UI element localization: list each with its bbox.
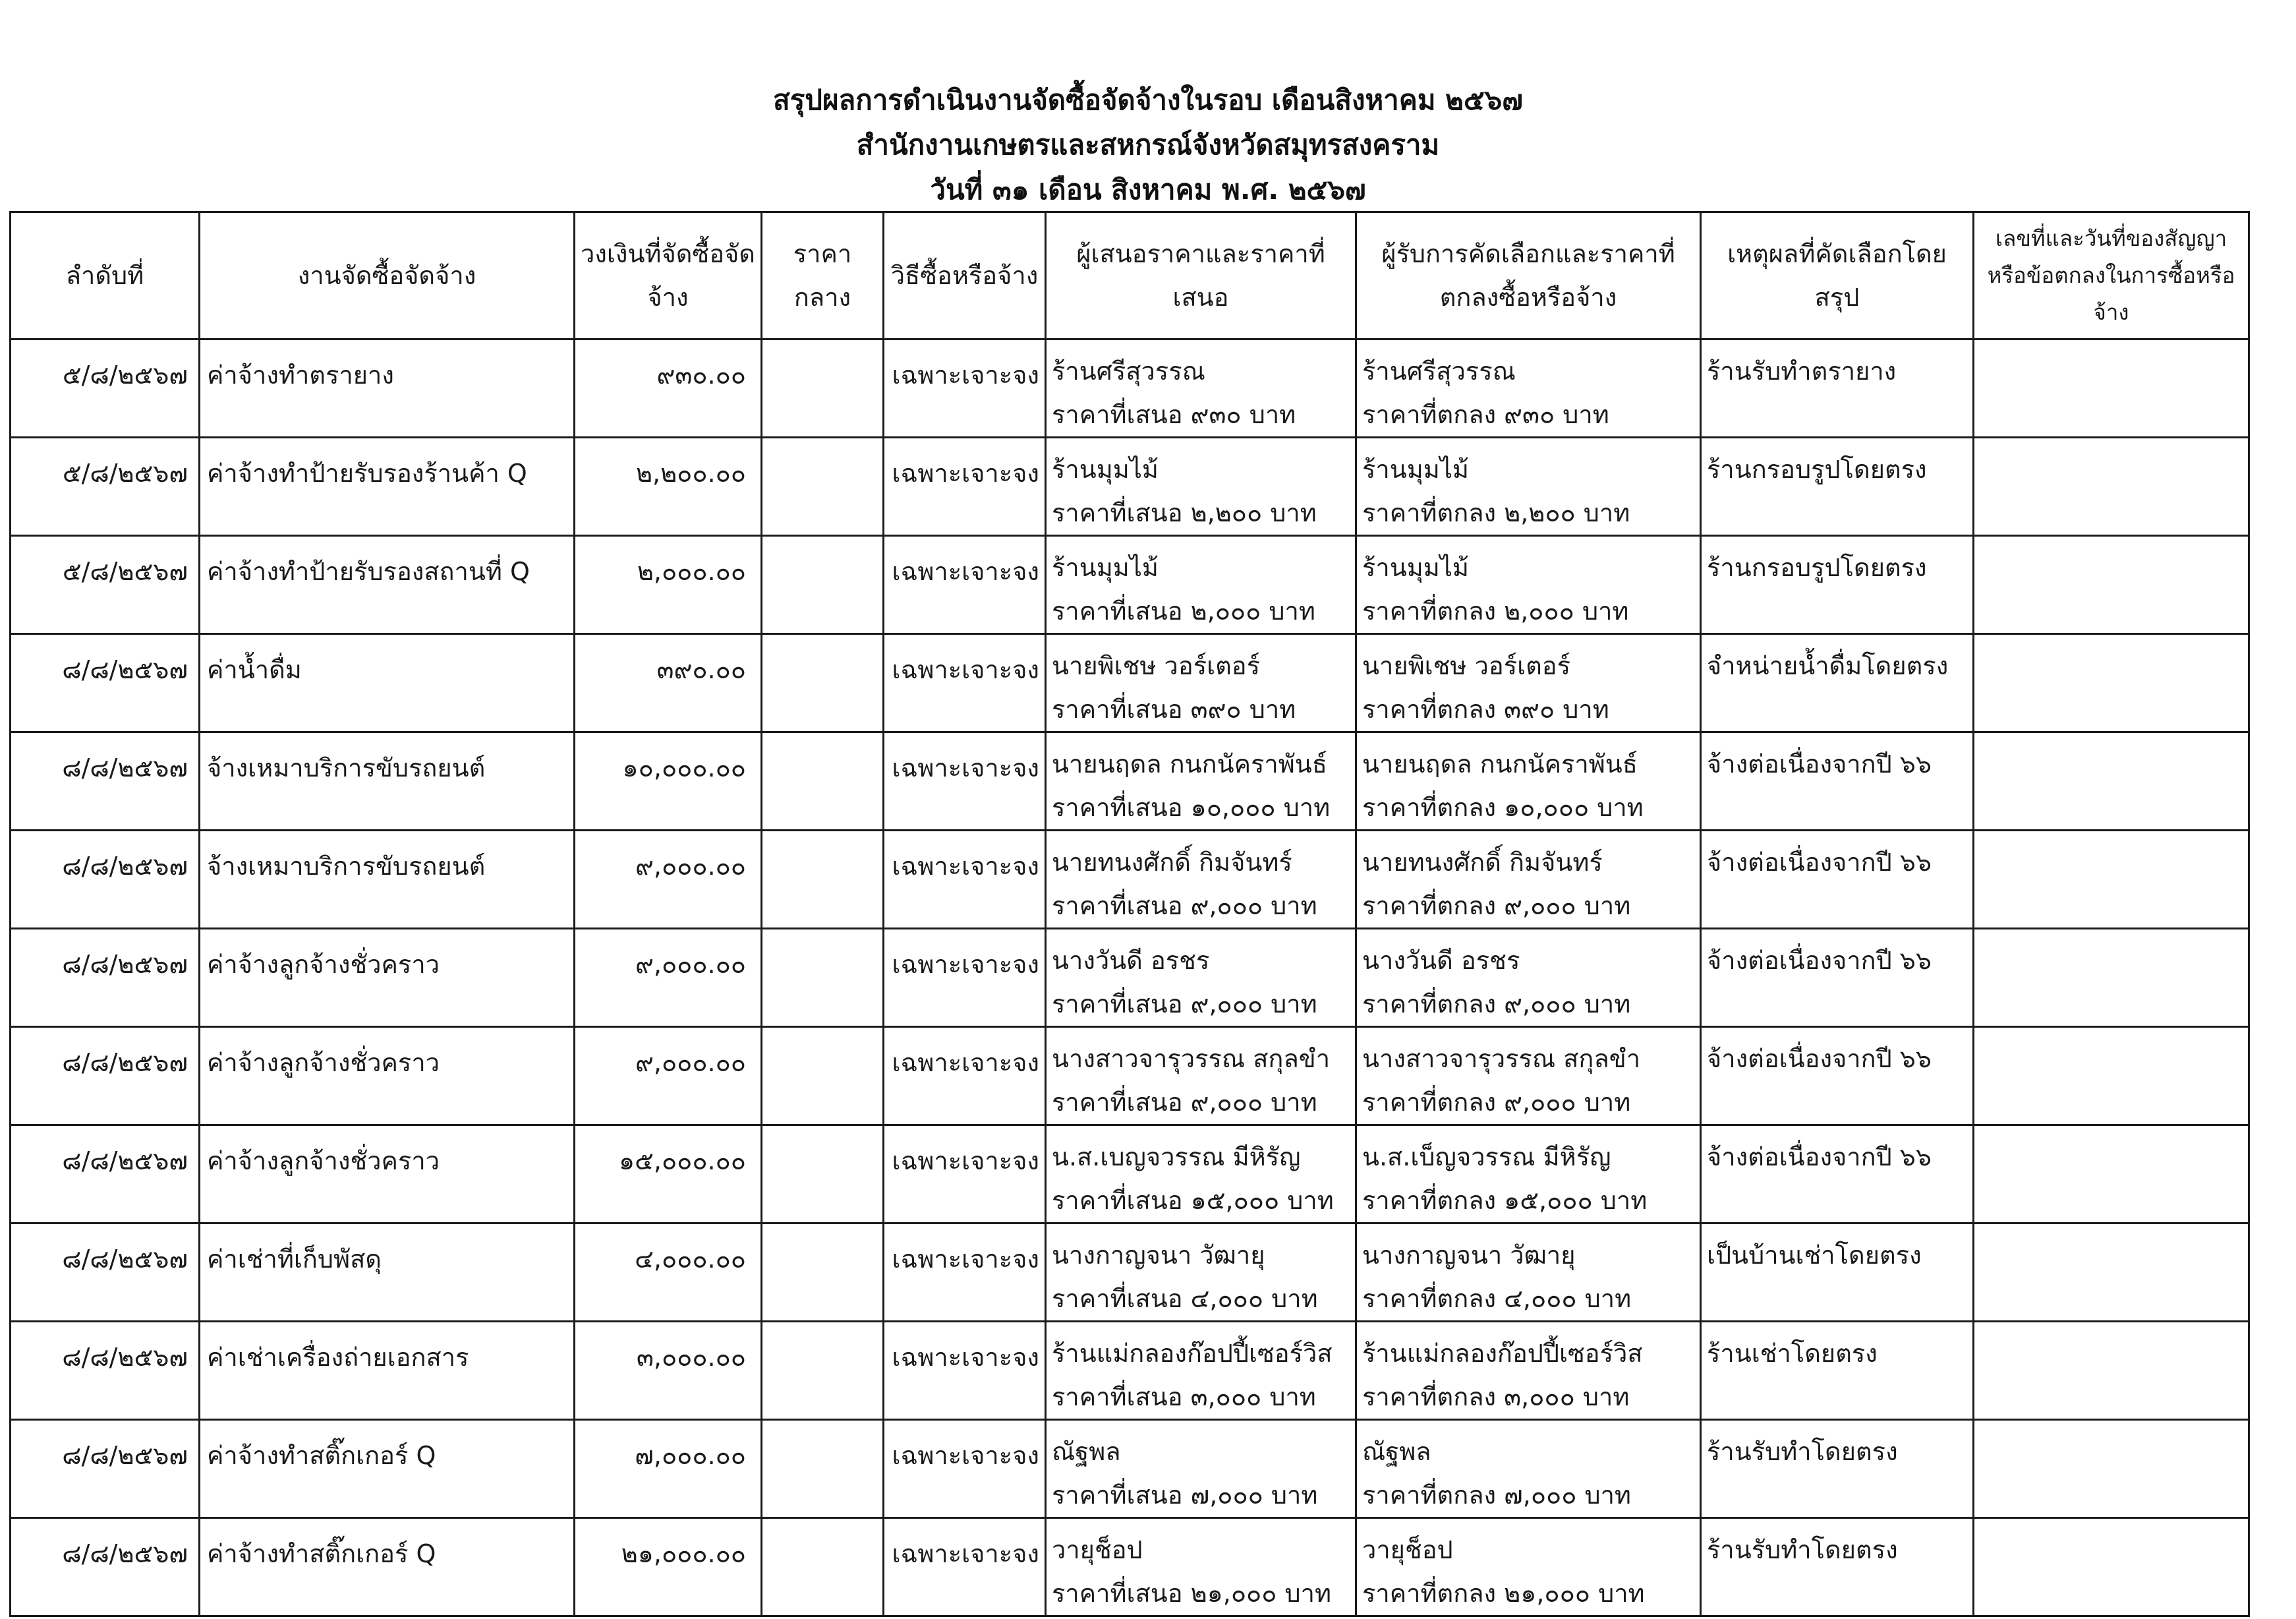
row-item: ค่าจ้างลูกจ้างชั่วคราว [200, 1125, 575, 1223]
row-reason: ร้านเช่าโดยตรง [1701, 1322, 1974, 1420]
row-budget: ๒๑,๐๐๐.๐๐ [575, 1518, 762, 1616]
row-item: ค่าน้ำดื่ม [200, 634, 575, 732]
offer-price: ราคาที่เสนอ ๔,๐๐๐ บาท [1052, 1284, 1318, 1313]
row-offer [1046, 1322, 1356, 1420]
row-date: ๘/๘/๒๕๖๗ [11, 634, 200, 732]
row-winner [1356, 634, 1701, 732]
row-contract [1974, 929, 2249, 1027]
table-row [11, 1322, 2249, 1420]
offer-name: นางวันดี อรชร [1052, 946, 1210, 975]
row-date: ๘/๘/๒๕๖๗ [11, 1420, 200, 1518]
table-header-row [11, 212, 2249, 339]
offer-name: วายุช็อป [1052, 1535, 1143, 1564]
agency-name: สำนักงานเกษตรและสหกรณ์จังหวัดสมุทรสงคราม [856, 129, 1440, 161]
row-date: ๘/๘/๒๕๖๗ [11, 929, 200, 1027]
row-contract [1974, 438, 2249, 536]
report-date: วันที่ ๓๑ เดือน สิงหาคม พ.ศ. ๒๕๖๗ [930, 173, 1366, 206]
header-budget: วงเงินที่จัดซื้อจัดจ้าง [575, 212, 762, 339]
winner-price: ราคาที่ตกลง ๒,๒๐๐ บาท [1362, 498, 1630, 527]
header-item: งานจัดซื้อจัดจ้าง [200, 212, 575, 339]
winner-name: นางสาวจารุวรรณ สกุลขำ [1362, 1044, 1641, 1073]
row-item: ค่าจ้างทำสติ๊กเกอร์ Q [200, 1420, 575, 1518]
winner-name: นางกาญจนา วัฒายุ [1362, 1241, 1576, 1270]
row-contract [1974, 1322, 2249, 1420]
offer-name: นายทนงศักดิ์ กิมจันทร์ [1052, 848, 1292, 877]
header-reason: เหตุผลที่คัดเลือกโดยสรุป [1701, 212, 1974, 339]
row-median-price [762, 1223, 884, 1322]
row-method: เฉพาะเจาะจง [884, 1518, 1046, 1616]
winner-name: ร้านมุมไม้ [1362, 455, 1469, 484]
offer-price: ราคาที่เสนอ ๒,๒๐๐ บาท [1052, 498, 1317, 527]
row-winner [1356, 929, 1701, 1027]
row-method: เฉพาะเจาะจง [884, 929, 1046, 1027]
winner-price: ราคาที่ตกลง ๓,๐๐๐ บาท [1362, 1382, 1630, 1411]
row-item: ค่าเช่าที่เก็บพัสดุ [200, 1223, 575, 1322]
offer-name: นายนฤดล กนกนัคราพันธ์ [1052, 750, 1327, 779]
row-budget: ๙,๐๐๐.๐๐ [575, 1027, 762, 1125]
row-reason: ร้านกรอบรูปโดยตรง [1701, 536, 1974, 634]
row-method: เฉพาะเจาะจง [884, 1125, 1046, 1223]
winner-name: ณัฐพล [1362, 1437, 1431, 1466]
row-median-price [762, 1322, 884, 1420]
row-contract [1974, 1518, 2249, 1616]
row-date: ๕/๘/๒๕๖๗ [11, 536, 200, 634]
offer-name: ร้านแม่กลองก๊อปปี้เซอร์วิส [1052, 1339, 1333, 1368]
row-offer [1046, 831, 1356, 929]
row-budget: ๑๕,๐๐๐.๐๐ [575, 1125, 762, 1223]
row-offer [1046, 732, 1356, 831]
row-median-price [762, 1027, 884, 1125]
row-reason: จ้างต่อเนื่องจากปี ๖๖ [1701, 732, 1974, 831]
winner-name: น.ส.เบ็ญจวรรณ มีหิรัญ [1362, 1142, 1611, 1171]
row-median-price [762, 1518, 884, 1616]
row-offer [1046, 438, 1356, 536]
table-row [11, 929, 2249, 1027]
row-budget: ๒,๐๐๐.๐๐ [575, 536, 762, 634]
row-date: ๘/๘/๒๕๖๗ [11, 1223, 200, 1322]
document-header [0, 78, 2296, 212]
row-offer [1046, 1518, 1356, 1616]
table-row [11, 1518, 2249, 1616]
row-method: เฉพาะเจาะจง [884, 536, 1046, 634]
table-row [11, 831, 2249, 929]
row-winner [1356, 732, 1701, 831]
row-offer [1046, 929, 1356, 1027]
row-reason: ร้านรับทำตรายาง [1701, 339, 1974, 438]
row-winner [1356, 1125, 1701, 1223]
row-method: เฉพาะเจาะจง [884, 634, 1046, 732]
offer-name: ณัฐพล [1052, 1437, 1121, 1466]
document-title: สรุปผลการดำเนินงานจัดซื้อจัดจ้างในรอบ เดือนสิงหาคม ๒๕๖๗ [773, 84, 1523, 116]
offer-name: ร้านมุมไม้ [1052, 553, 1159, 582]
table-row [11, 438, 2249, 536]
winner-name: ร้านมุมไม้ [1362, 553, 1469, 582]
table-row [11, 1420, 2249, 1518]
table-row [11, 339, 2249, 438]
offer-price: ราคาที่เสนอ ๑๕,๐๐๐ บาท [1052, 1186, 1334, 1215]
header-median-price: ราคากลาง [762, 212, 884, 339]
row-budget: ๔,๐๐๐.๐๐ [575, 1223, 762, 1322]
row-offer [1046, 634, 1356, 732]
offer-price: ราคาที่เสนอ ๙,๐๐๐ บาท [1052, 891, 1317, 920]
row-median-price [762, 1125, 884, 1223]
offer-price: ราคาที่เสนอ ๗,๐๐๐ บาท [1052, 1481, 1318, 1510]
row-method: เฉพาะเจาะจง [884, 1322, 1046, 1420]
winner-price: ราคาที่ตกลง ๙,๐๐๐ บาท [1362, 1088, 1631, 1117]
row-budget: ๓๙๐.๐๐ [575, 634, 762, 732]
winner-price: ราคาที่ตกลง ๗,๐๐๐ บาท [1362, 1481, 1631, 1510]
row-winner [1356, 438, 1701, 536]
row-median-price [762, 634, 884, 732]
row-date: ๘/๘/๒๕๖๗ [11, 1518, 200, 1616]
offer-name: ร้านมุมไม้ [1052, 455, 1159, 484]
row-winner [1356, 536, 1701, 634]
row-date: ๘/๘/๒๕๖๗ [11, 1322, 200, 1420]
row-winner [1356, 1322, 1701, 1420]
winner-price: ราคาที่ตกลง ๒๑,๐๐๐ บาท [1362, 1579, 1645, 1608]
table-row [11, 1125, 2249, 1223]
row-median-price [762, 929, 884, 1027]
row-reason: ร้านรับทำโดยตรง [1701, 1420, 1974, 1518]
row-budget: ๒,๒๐๐.๐๐ [575, 438, 762, 536]
offer-price: ราคาที่เสนอ ๒๑,๐๐๐ บาท [1052, 1579, 1332, 1608]
row-winner [1356, 1420, 1701, 1518]
winner-price: ราคาที่ตกลง ๓๙๐ บาท [1362, 695, 1609, 724]
offer-price: ราคาที่เสนอ ๙,๐๐๐ บาท [1052, 1088, 1317, 1117]
row-item: ค่าจ้างลูกจ้างชั่วคราว [200, 929, 575, 1027]
row-item: ค่าจ้างทำป้ายรับรองร้านค้า Q [200, 438, 575, 536]
row-item: จ้างเหมาบริการขับรถยนต์ [200, 732, 575, 831]
winner-price: ราคาที่ตกลง ๑๕,๐๐๐ บาท [1362, 1186, 1648, 1215]
row-date: ๘/๘/๒๕๖๗ [11, 1125, 200, 1223]
row-winner [1356, 339, 1701, 438]
row-item: ค่าจ้างทำสติ๊กเกอร์ Q [200, 1518, 575, 1616]
row-median-price [762, 536, 884, 634]
row-median-price [762, 438, 884, 536]
row-offer [1046, 1420, 1356, 1518]
winner-name: ร้านศรีสุวรรณ [1362, 357, 1516, 386]
row-date: ๘/๘/๒๕๖๗ [11, 1027, 200, 1125]
row-reason: จ้างต่อเนื่องจากปี ๖๖ [1701, 1027, 1974, 1125]
row-budget: ๓,๐๐๐.๐๐ [575, 1322, 762, 1420]
header-winner: ผู้รับการคัดเลือกและราคาที่ตกลงซื้อหรือจ้าง [1356, 212, 1701, 339]
row-date: ๘/๘/๒๕๖๗ [11, 831, 200, 929]
winner-price: ราคาที่ตกลง ๙๓๐ บาท [1362, 400, 1609, 429]
table-body [11, 339, 2249, 1616]
row-reason: จ้างต่อเนื่องจากปี ๖๖ [1701, 929, 1974, 1027]
row-contract [1974, 1223, 2249, 1322]
row-method: เฉพาะเจาะจง [884, 438, 1046, 536]
row-item: ค่าจ้างลูกจ้างชั่วคราว [200, 1027, 575, 1125]
row-contract [1974, 1125, 2249, 1223]
row-contract [1974, 1027, 2249, 1125]
table-row [11, 1027, 2249, 1125]
row-method: เฉพาะเจาะจง [884, 732, 1046, 831]
winner-name: ร้านแม่กลองก๊อปปี้เซอร์วิส [1362, 1339, 1643, 1368]
offer-name: นางสาวจารุวรรณ สกุลขำ [1052, 1044, 1331, 1073]
winner-name: วายุช็อป [1362, 1535, 1453, 1564]
row-item: ค่าจ้างทำตรายาง [200, 339, 575, 438]
offer-name: ร้านศรีสุวรรณ [1052, 357, 1205, 386]
winner-price: ราคาที่ตกลง ๑๐,๐๐๐ บาท [1362, 793, 1644, 822]
row-median-price [762, 1420, 884, 1518]
row-winner [1356, 1027, 1701, 1125]
offer-name: น.ส.เบญจวรรณ มีหิรัญ [1052, 1142, 1301, 1171]
row-contract [1974, 732, 2249, 831]
table-row [11, 732, 2249, 831]
row-winner [1356, 831, 1701, 929]
row-method: เฉพาะเจาะจง [884, 1027, 1046, 1125]
header-method: วิธีซื้อหรือจ้าง [884, 212, 1046, 339]
procurement-table [9, 211, 2250, 1617]
row-contract [1974, 536, 2249, 634]
row-method: เฉพาะเจาะจง [884, 339, 1046, 438]
row-median-price [762, 339, 884, 438]
offer-name: นายพิเชษ วอร์เตอร์ [1052, 651, 1261, 680]
offer-price: ราคาที่เสนอ ๓,๐๐๐ บาท [1052, 1382, 1316, 1411]
row-median-price [762, 732, 884, 831]
row-budget: ๗,๐๐๐.๐๐ [575, 1420, 762, 1518]
row-reason: ร้านกรอบรูปโดยตรง [1701, 438, 1974, 536]
row-reason: จ้างต่อเนื่องจากปี ๖๖ [1701, 831, 1974, 929]
header-offer: ผู้เสนอราคาและราคาที่เสนอ [1046, 212, 1356, 339]
table-row [11, 536, 2249, 634]
row-method: เฉพาะเจาะจง [884, 831, 1046, 929]
offer-name: นางกาญจนา วัฒายุ [1052, 1241, 1265, 1270]
row-contract [1974, 634, 2249, 732]
winner-price: ราคาที่ตกลง ๒,๐๐๐ บาท [1362, 597, 1629, 626]
header-no: ลำดับที่ [11, 212, 200, 339]
row-contract [1974, 831, 2249, 929]
row-date: ๕/๘/๒๕๖๗ [11, 339, 200, 438]
row-offer [1046, 1223, 1356, 1322]
header-contract: เลขที่และวันที่ของสัญญาหรือข้อตกลงในการซื้อหรือจ้าง [1974, 212, 2249, 339]
winner-price: ราคาที่ตกลง ๙,๐๐๐ บาท [1362, 989, 1631, 1018]
offer-price: ราคาที่เสนอ ๓๙๐ บาท [1052, 695, 1296, 724]
winner-name: นางวันดี อรชร [1362, 946, 1520, 975]
row-budget: ๙๓๐.๐๐ [575, 339, 762, 438]
offer-price: ราคาที่เสนอ ๙๓๐ บาท [1052, 400, 1296, 429]
row-reason: ร้านรับทำโดยตรง [1701, 1518, 1974, 1616]
row-item: ค่าจ้างทำป้ายรับรองสถานที่ Q [200, 536, 575, 634]
winner-price: ราคาที่ตกลง ๔,๐๐๐ บาท [1362, 1284, 1632, 1313]
table-row [11, 1223, 2249, 1322]
row-reason: จำหน่ายน้ำดื่มโดยตรง [1701, 634, 1974, 732]
offer-price: ราคาที่เสนอ ๒,๐๐๐ บาท [1052, 597, 1315, 626]
offer-price: ราคาที่เสนอ ๑๐,๐๐๐ บาท [1052, 793, 1331, 822]
row-offer [1046, 1027, 1356, 1125]
row-contract [1974, 339, 2249, 438]
row-budget: ๙,๐๐๐.๐๐ [575, 929, 762, 1027]
row-winner [1356, 1223, 1701, 1322]
row-reason: จ้างต่อเนื่องจากปี ๖๖ [1701, 1125, 1974, 1223]
winner-name: นายพิเชษ วอร์เตอร์ [1362, 651, 1571, 680]
row-item: จ้างเหมาบริการขับรถยนต์ [200, 831, 575, 929]
row-offer [1046, 536, 1356, 634]
row-median-price [762, 831, 884, 929]
row-budget: ๙,๐๐๐.๐๐ [575, 831, 762, 929]
row-reason: เป็นบ้านเช่าโดยตรง [1701, 1223, 1974, 1322]
row-contract [1974, 1420, 2249, 1518]
row-date: ๕/๘/๒๕๖๗ [11, 438, 200, 536]
row-winner [1356, 1518, 1701, 1616]
row-method: เฉพาะเจาะจง [884, 1420, 1046, 1518]
row-date: ๘/๘/๒๕๖๗ [11, 732, 200, 831]
row-budget: ๑๐,๐๐๐.๐๐ [575, 732, 762, 831]
table-row [11, 634, 2249, 732]
winner-price: ราคาที่ตกลง ๙,๐๐๐ บาท [1362, 891, 1631, 920]
row-offer [1046, 1125, 1356, 1223]
row-item: ค่าเช่าเครื่องถ่ายเอกสาร [200, 1322, 575, 1420]
row-method: เฉพาะเจาะจง [884, 1223, 1046, 1322]
winner-name: นายทนงศักดิ์ กิมจันทร์ [1362, 848, 1603, 877]
offer-price: ราคาที่เสนอ ๙,๐๐๐ บาท [1052, 989, 1317, 1018]
row-offer [1046, 339, 1356, 438]
winner-name: นายนฤดล กนกนัคราพันธ์ [1362, 750, 1638, 779]
